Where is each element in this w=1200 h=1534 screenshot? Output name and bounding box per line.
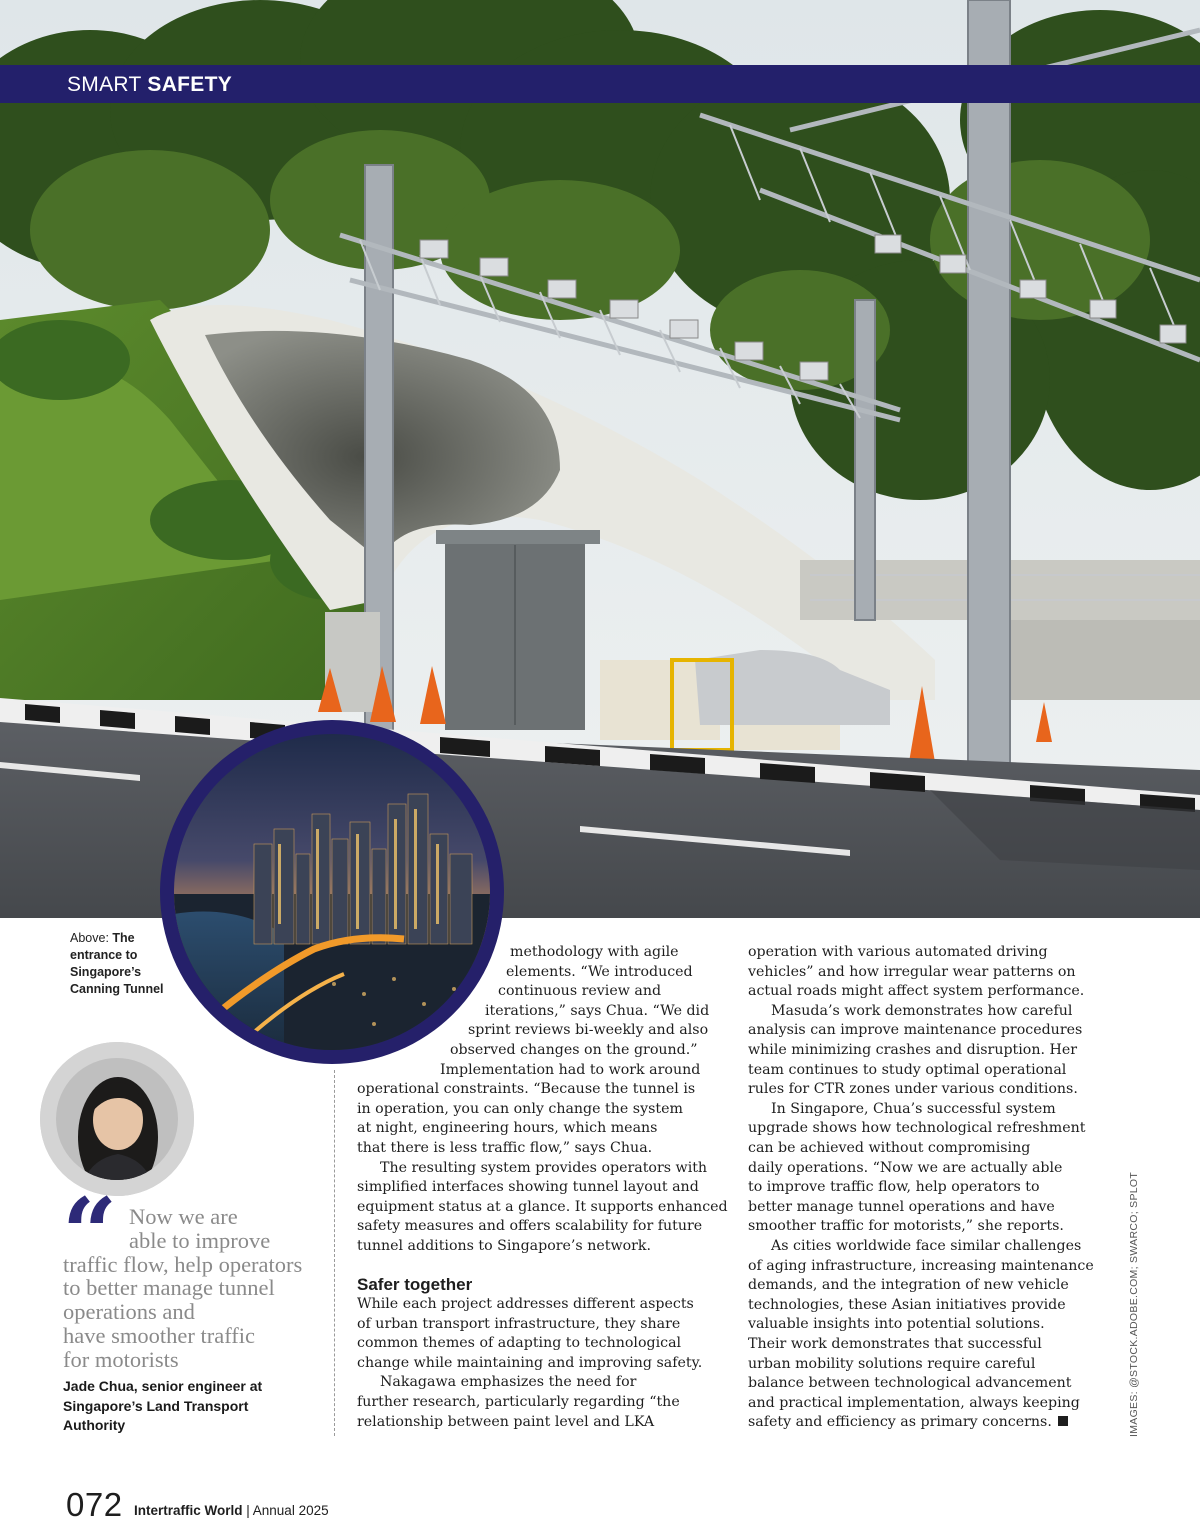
body-line: can be achieved without compromising [748,1140,1031,1156]
publication-issue: Annual 2025 [252,1503,329,1518]
body-line: Implementation had to work around [440,1061,701,1078]
pull-quote-line: to better manage tunnel [63,1275,275,1301]
pull-quote [63,1205,313,1372]
body-line: While each project addresses different aspects [357,1296,694,1312]
section-label-light: SMART [67,73,148,96]
body-line: that there is less traffic flow,” says Chua. [357,1140,653,1156]
body-line: relationship between paint level and LKA [357,1413,655,1430]
publication-line [134,1503,329,1518]
body-line: further research, particularly regarding “the [357,1394,680,1410]
publication-separator: | [242,1503,253,1518]
body-line: in operation, you can only change the system [357,1100,683,1117]
pull-quote-line: for motorists [63,1346,179,1372]
body-line: rules for CTR zones under various conditions. [748,1081,1078,1098]
body-line: elements. “We introduced [506,963,693,980]
body-line: and practical implementation, always keeping [748,1394,1080,1411]
body-line: team continues to study optimal operational [748,1061,1067,1078]
city-skyline-photo [160,720,504,1064]
body-line: change while maintaining and improving safety. [357,1354,703,1371]
portrait-photo [40,1042,194,1196]
body-line-text: safety and efficiency as primary concerns. [748,1414,1052,1431]
body-line: simplified interfaces showing tunnel layout and [357,1179,699,1196]
body-line: The resulting system provides operators with [380,1159,708,1176]
quote-attribution: Jade Chua, senior engineer at Singapore’s Land Transport Authority [63,1378,263,1433]
pull-quote-line: Now we are [129,1204,238,1229]
body-line: urban mobility solutions require careful [748,1355,1036,1372]
section-subhead: Safer together [357,1275,473,1294]
pull-quote-line: traffic flow, help operators [63,1251,303,1277]
body-line: observed changes on the ground.” [450,1042,698,1058]
quote-mark-icon: “ [62,1177,118,1290]
caption-prefix: Above: [70,931,113,945]
pull-quote-line: operations and [63,1299,195,1325]
body-line: continuous review and [498,983,662,1000]
body-line: at night, engineering hours, which means [357,1120,658,1137]
pull-quote-line: able to improve [129,1227,271,1253]
body-line: to improve traffic flow, help operators to [748,1179,1040,1196]
body-line: equipment status at a glance. It supports enhanced [357,1198,728,1215]
body-line: smoother traffic for motorists,” she reports. [748,1218,1064,1235]
page-number: 072 [66,1486,123,1523]
body-line: of urban transport infrastructure, they share [357,1315,681,1332]
body-line: Their work demonstrates that successful [748,1336,1042,1352]
body-line: sprint reviews bi-weekly and also [468,1022,709,1039]
column-divider [334,1070,335,1436]
body-line: operational constraints. “Because the tunnel is [357,1081,696,1098]
section-label [67,73,232,97]
section-banner [0,65,1200,103]
body-line: common themes of adapting to technological [357,1335,682,1352]
body-line: operation with various automated driving [748,944,1048,960]
body-line: of aging infrastructure, increasing maintenance [748,1257,1094,1274]
body-line: vehicles” and how irregular wear patterns on [748,963,1076,980]
body-line: As cities worldwide face similar challenges [771,1238,1082,1254]
body-line: methodology with agile [510,944,679,960]
body-line: better manage tunnel operations and have [748,1198,1055,1215]
body-line: safety measures and offers scalability for future [357,1218,703,1235]
pull-quote-line: have smoother traffic [63,1322,256,1348]
body-line: upgrade shows how technological refreshment [748,1120,1086,1137]
photo-caption [70,930,190,998]
body-line: actual roads might affect system performance. [748,983,1085,1000]
jade-chua-portrait [40,1042,194,1196]
caption-text: The entrance to Singapore’s Canning Tunnel [70,931,164,996]
body-line: valuable insights into potential solutions. [748,1316,1045,1333]
body-line: iterations,” says Chua. “We did [485,1002,710,1019]
skyline-image [174,734,490,1050]
end-mark-icon [1058,1416,1068,1426]
body-line: balance between technological advancement [748,1375,1072,1392]
body-line: analysis can improve maintenance procedures [748,1022,1083,1039]
body-line: demands, and the integration of new vehicle [748,1277,1069,1294]
body-line: while minimizing crashes and disruption. Her [748,1042,1078,1058]
section-label-bold: SAFETY [147,73,233,96]
body-line: technologies, these Asian initiatives provide [748,1296,1066,1313]
body-line: daily operations. “Now we are actually able [748,1159,1063,1176]
image-credit: IMAGES: @STOCK.ADOBE.COM; SWARCO; SPLOT [1128,1171,1140,1437]
body-line: In Singapore, Chua’s successful system [771,1100,1056,1117]
body-line-last [748,1413,1068,1433]
body-line: Masuda’s work demonstrates how careful [771,1002,1073,1019]
body-line: tunnel additions to Singapore’s network. [357,1238,652,1254]
body-line: Nakagawa emphasizes the need for [380,1374,637,1391]
publication-name: Intertraffic World [134,1503,243,1518]
